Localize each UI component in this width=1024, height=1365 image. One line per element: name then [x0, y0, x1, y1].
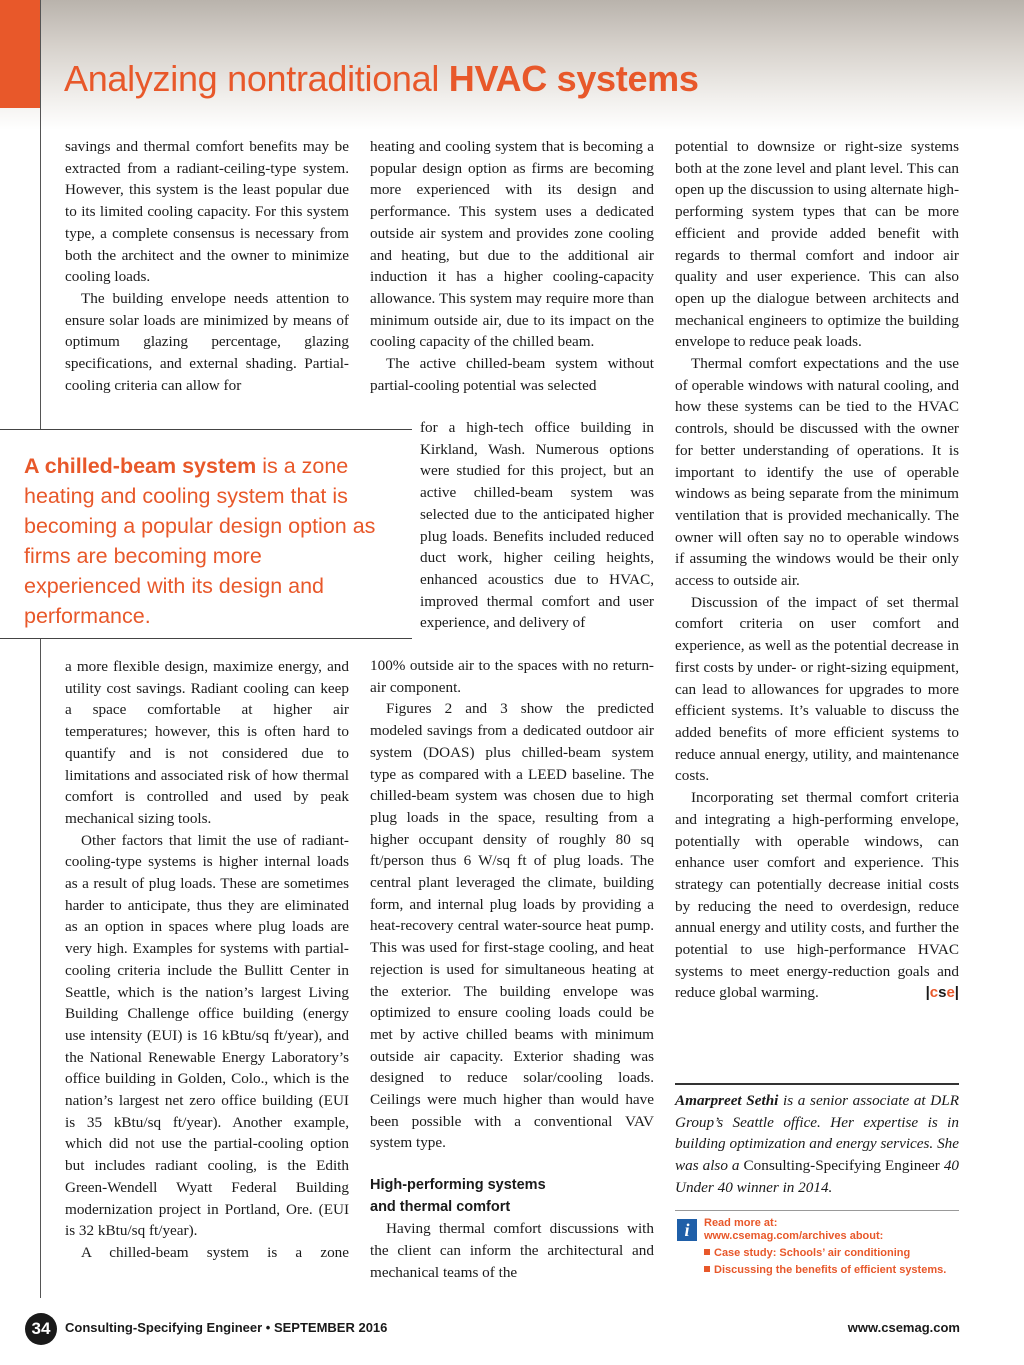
bio-publication: Consulting-Specifying Engineer: [743, 1157, 940, 1175]
subheading-line-1: High-performing systems: [370, 1177, 546, 1194]
left-rule-bottom: [40, 638, 41, 1298]
bio-text-1: is a senior associate at DLR Group’s Seattle office. Her expertise is in building optimization and energy services. She was also a: [675, 1092, 959, 1175]
footer-publication: Consulting-Specifying Engineer • SEPTEMBER 2016: [65, 1320, 388, 1335]
pullquote-top-rule: [0, 429, 412, 430]
paragraph: for a high-tech office building in Kirkland, Wash. Numerous options were studied for this project, but an active chilled-beam system was selected due to the anticipated higher plug loads. Benefits included reduced duct work, higher ceiling heights, enhanced acoustics due to HVAC, improved thermal comfort and user experience, and delivery of: [420, 419, 654, 632]
title-regular: Analyzing nontraditional: [64, 58, 449, 99]
readmore-link-label: Discussing the benefits of efficient systems.: [714, 1264, 947, 1276]
column-2-top: [370, 136, 654, 396]
paragraph: potential to downsize or right-size systems both at the zone level and plant level. This can open up the discussion to using alternate high-performing system types that can be more efficient and provide added benefit with regards to thermal comfort and indoor air quality and user experience. This can also open up the dialogue between architects and mechanical engineers to optimize the building envelope to reduce peak loads.: [675, 138, 959, 351]
pull-quote: [24, 451, 384, 631]
footer-website[interactable]: www.csemag.com: [847, 1320, 960, 1335]
paragraph: a more flexible design, maximize energy, and utility cost savings. Radiant cooling can keep a space comfortable at higher air temperatures; however, this is often hard to quantify and is not considered due to limitations and associated risk of how thermal comfort is controlled and used by peak mechanical sizing tools.: [65, 658, 349, 827]
column-2-bottom: [370, 655, 654, 1283]
paragraph: [675, 787, 959, 1004]
paragraph: savings and thermal comfort benefits may be extracted from a radiant-ceiling-type system. However, this system is the least popular due to its limited cooling capacity. For this system type, a complete consensus is necessary from both the architect and the owner to minimize cooling loads.: [65, 138, 349, 286]
paragraph: Having thermal comfort discussions with the client can inform the architectural and mechanical teams of the: [370, 1220, 654, 1281]
endmark-e: e: [946, 984, 955, 1002]
readmore-link[interactable]: [704, 1264, 962, 1277]
paragraph: heating and cooling system that is becoming a popular design option as firms are becoming more experienced with its design and performance. This system uses a dedicated outside air system and provides zone cooling and heating, but due to the additional air induction it has a higher cooling-capacity allowance. This system may require more than minimum outside air, due to its impact on the cooling capacity of the chilled beam.: [370, 138, 654, 351]
info-icon: i: [677, 1219, 697, 1241]
cse-end-mark: |cse|: [925, 984, 959, 1002]
read-more-box: [704, 1217, 962, 1277]
readmore-heading: Read more at:: [704, 1217, 778, 1229]
article-title: [64, 58, 699, 100]
paragraph: Thermal comfort expectations and the use of operable windows with natural cooling, and how these systems can be tied to the HVAC controls, should be discussed with the owner for better understanding of operations. It is important to identify the use of operable windows as being separate from the minimum ventilation that is provided mechanically. The owner will often say no to operable windows if assuming the windows would be their only access to outside air.: [675, 355, 959, 590]
column-1-top: [65, 136, 349, 396]
column-1-bottom: [65, 656, 349, 1264]
orange-accent-tab: [0, 0, 40, 108]
title-bold: HVAC systems: [448, 58, 699, 99]
paragraph: The active chilled-beam system without partial-cooling potential was selected: [370, 355, 654, 394]
paragraph: Other factors that limit the use of radiant-cooling-type systems is higher internal loads as a result of plug loads. These are sometimes harder to anticipate, thus they are eliminated as an option in spaces where plug loads are very high. Examples for systems with partial-cooling criteria include the Bullitt Center in Seattle, which is the nation’s largest Living Building Challenge office building (energy use intensity (EUI) is 16 kBtu/sq ft/year), and the National Renewable Energy Laboratory’s office building in Golden, Colo., which is the nation’s largest net zero office building (EUI is 35 kBtu/sq ft/year). Another example, which did not use the partial-cooling option but includes radiant cooling, is the Edith Green-Wendell Wyatt Federal Building modernization project in Portland, Ore. (EUI is 32 kBtu/sq ft/year).: [65, 831, 349, 1240]
paragraph: A chilled-beam system is a zone: [81, 1243, 349, 1261]
author-name: Amarpreet Sethi: [675, 1092, 779, 1109]
subheading: [370, 1175, 654, 1218]
paragraph: The building envelope needs attention to ensure solar loads are minimized by means of optimum glazing percentage, glazing specifications, and external shading. Partial-cooling criteria can allow for: [65, 289, 349, 394]
column-2-indented: [420, 417, 654, 634]
author-bio: [675, 1090, 959, 1199]
left-rule-top: [40, 0, 41, 430]
pull-quote-bold: A chilled-beam system: [24, 454, 257, 478]
paragraph: Figures 2 and 3 show the predicted modeled savings from a dedicated outdoor air system (DOAS) plus chilled-beam system type as compared with a LEED baseline. The chilled-beam system was chosen due to high plug loads in the space, resulting from a higher occupant density of roughly 80 sq ft/person thus 6 W/sq ft of plug loads. The central plant leveraged the climate, building form, and internal plug loads by providing a heat-recovery central water-source heat pump. This was used for first-stage cooling, and heat rejection is used for simultaneous heating at the exterior. The building envelope was optimized to ensure cooling loads could be met by active chilled beams with minimum outside air capacity. Exterior shading was designed to reduce solar/cooling loads. Ceilings were much higher than would have been possible with a conventional VAV system type.: [370, 700, 654, 1152]
column-3: [675, 136, 959, 1004]
paragraph-text: Incorporating set thermal comfort criteria and integrating a high-performing envelope, potentially with operable windows, can enhance user comfort and experience. This strategy can potentially decrease initial costs by reducing the need to overdesign, reduce annual energy and utility costs, and further the potential to use high-performance HVAC systems to meet energy-reduction goals and reduce global warming.: [675, 789, 959, 1002]
bio-text-2: 40 Under 40 winner in 2014.: [675, 1157, 959, 1196]
paragraph: 100% outside air to the spaces with no return-air component.: [370, 657, 654, 696]
readmore-rule: [675, 1210, 959, 1211]
readmore-link-label: Case study: Schools’ air conditioning: [714, 1247, 911, 1259]
subheading-line-2: and thermal comfort: [370, 1198, 511, 1215]
pull-quote-text: is a zone heating and cooling system that is becoming a popular design option as firms are becoming more experienced with its design and performance.: [24, 454, 376, 628]
bullet-square-icon: [704, 1249, 710, 1255]
endmark-c: c: [929, 984, 939, 1002]
pullquote-bottom-rule: [0, 638, 412, 639]
readmore-url[interactable]: www.csemag.com/archives about:: [704, 1230, 884, 1242]
bullet-square-icon: [704, 1266, 710, 1272]
paragraph: Discussion of the impact of set thermal comfort criteria on user comfort and experience, as well as the potential decrease in first costs by under- or right-sizing equipment, can lead to allowances for upgrades to more efficient systems. It’s valuable to discuss the added benefits of more efficient systems to reduce annual energy, utility, and maintenance costs.: [675, 593, 959, 785]
bio-rule: [675, 1083, 959, 1085]
page-number: 34: [25, 1313, 57, 1345]
readmore-link[interactable]: [704, 1247, 962, 1260]
endmark-s: s: [938, 984, 947, 1002]
